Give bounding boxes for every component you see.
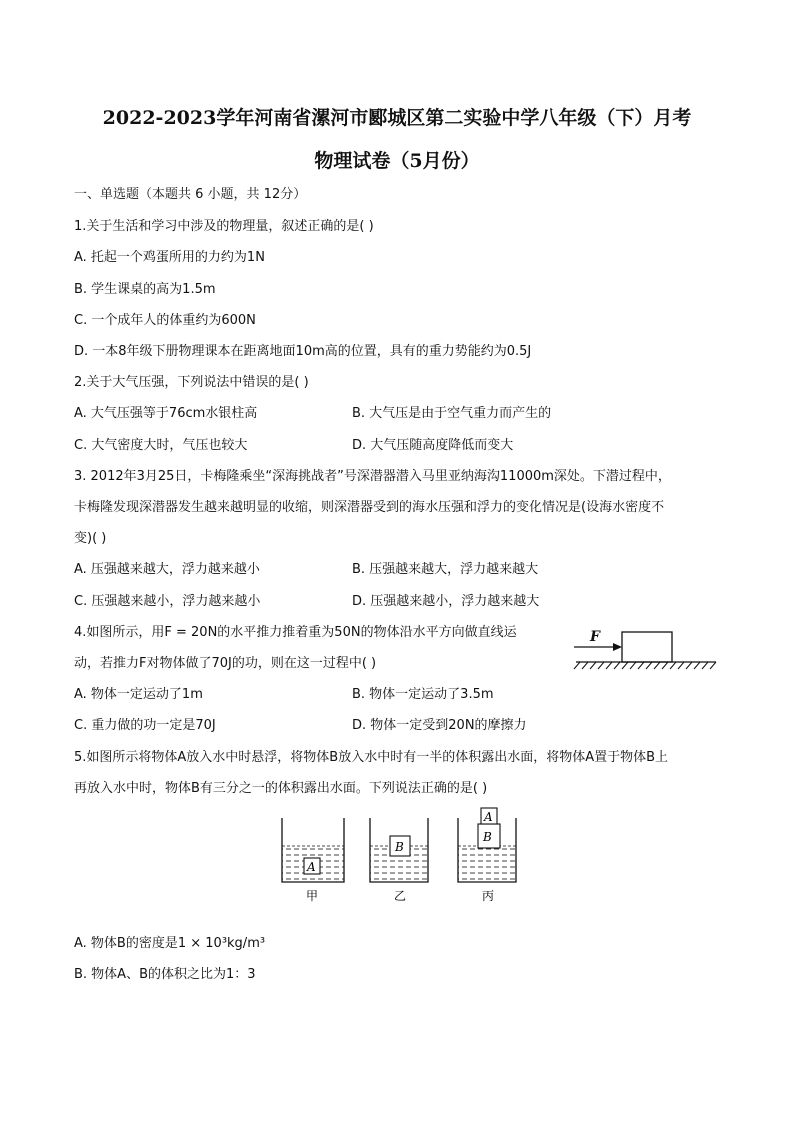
caption-bing: 丙	[482, 889, 495, 903]
q3-stem-line3: 变)( )	[74, 531, 107, 546]
q4-stem-line1: 4.如图所示，用F = 20N的水平推力推着重为50N的物体沿水平方向做直线运	[74, 625, 517, 640]
q2-option-a: A. 大气压强等于76cm水银柱高	[74, 406, 258, 421]
q4-option-b: B. 物体一定运动了3.5m	[352, 687, 494, 702]
q5-beaker-figure	[270, 804, 530, 904]
beaker-bing	[458, 808, 516, 903]
label-a-1: A	[307, 860, 316, 874]
q2-option-d: D. 大气压随高度降低而变大	[352, 438, 514, 453]
q5-stem-line1: 5.如图所示将物体A放入水中时悬浮，将物体B放入水中时有一半的体积露出水面，将物体A置于物体B上	[74, 750, 669, 765]
q4-force-label: F	[590, 629, 600, 645]
q4-option-d: D. 物体一定受到20N的摩擦力	[352, 718, 527, 733]
page-title-line2: 物理试卷（5月份）	[314, 150, 480, 172]
q3-option-c: C. 压强越来越小，浮力越来越小	[74, 594, 261, 609]
q4-ground-hatch	[574, 662, 716, 669]
q5-stem-line2: 再放入水中时，物体B有三分之一的体积露出水面。下列说法正确的是( )	[74, 781, 488, 796]
caption-yi: 乙	[394, 889, 407, 903]
q1-option-b: B. 学生课桌的高为1.5m	[74, 282, 216, 297]
q4-option-a: A. 物体一定运动了1m	[74, 687, 203, 702]
label-a-2: A	[484, 810, 493, 824]
q5-option-a: A. 物体B的密度是1 × 10³kg/m³	[74, 936, 266, 951]
beaker-yi	[370, 818, 428, 903]
q4-arrow-head	[613, 643, 622, 651]
q2-option-b: B. 大气压是由于空气重力而产生的	[352, 406, 552, 421]
q1-option-a: A. 托起一个鸡蛋所用的力约为1N	[74, 250, 265, 265]
q1-option-c: C. 一个成年人的体重约为600N	[74, 313, 256, 328]
beaker-jia	[282, 818, 344, 903]
q1-option-d: D. 一本8年级下册物理课本在距离地面10m高的位置，具有的重力势能约为0.5J	[74, 344, 532, 359]
q3-stem-line2: 卡梅隆发现深潜器发生越来越明显的收缩，则深潜器受到的海水压强和浮力的变化情况是(设海水密度不	[74, 500, 665, 515]
label-b-2: B	[483, 830, 492, 844]
q4-stem-line2: 动，若推力F对物体做了70J的功，则在这一过程中( )	[74, 656, 377, 671]
section-heading: 一、单选题（本题共 6 小题，共 12分）	[74, 187, 307, 202]
q3-stem-line1: 3. 2012年3月25日，卡梅隆乘坐“深海挑战者”号深潜器潜入马里亚纳海沟11000m深处。下潜过程中，	[74, 469, 671, 484]
caption-jia: 甲	[306, 889, 319, 903]
page-title-line1: 2022-2023学年河南省漯河市郾城区第二实验中学八年级（下）月考	[102, 107, 692, 129]
q5-option-b: B. 物体A、B的体积之比为1：3	[74, 967, 256, 982]
q3-option-a: A. 压强越来越大，浮力越来越小	[74, 562, 260, 577]
q3-option-d: D. 压强越来越小，浮力越来越大	[352, 594, 540, 609]
q1-stem: 1.关于生活和学习中涉及的物理量，叙述正确的是( )	[74, 219, 374, 234]
q4-option-c: C. 重力做的功一定是70J	[74, 718, 216, 733]
q3-option-b: B. 压强越来越大，浮力越来越大	[352, 562, 539, 577]
q2-stem: 2.关于大气压强，下列说法中错误的是( )	[74, 375, 309, 390]
q4-force-figure	[570, 624, 720, 680]
label-b-1: B	[395, 840, 404, 854]
q2-option-c: C. 大气密度大时，气压也较大	[74, 438, 248, 453]
q4-block	[622, 632, 672, 662]
